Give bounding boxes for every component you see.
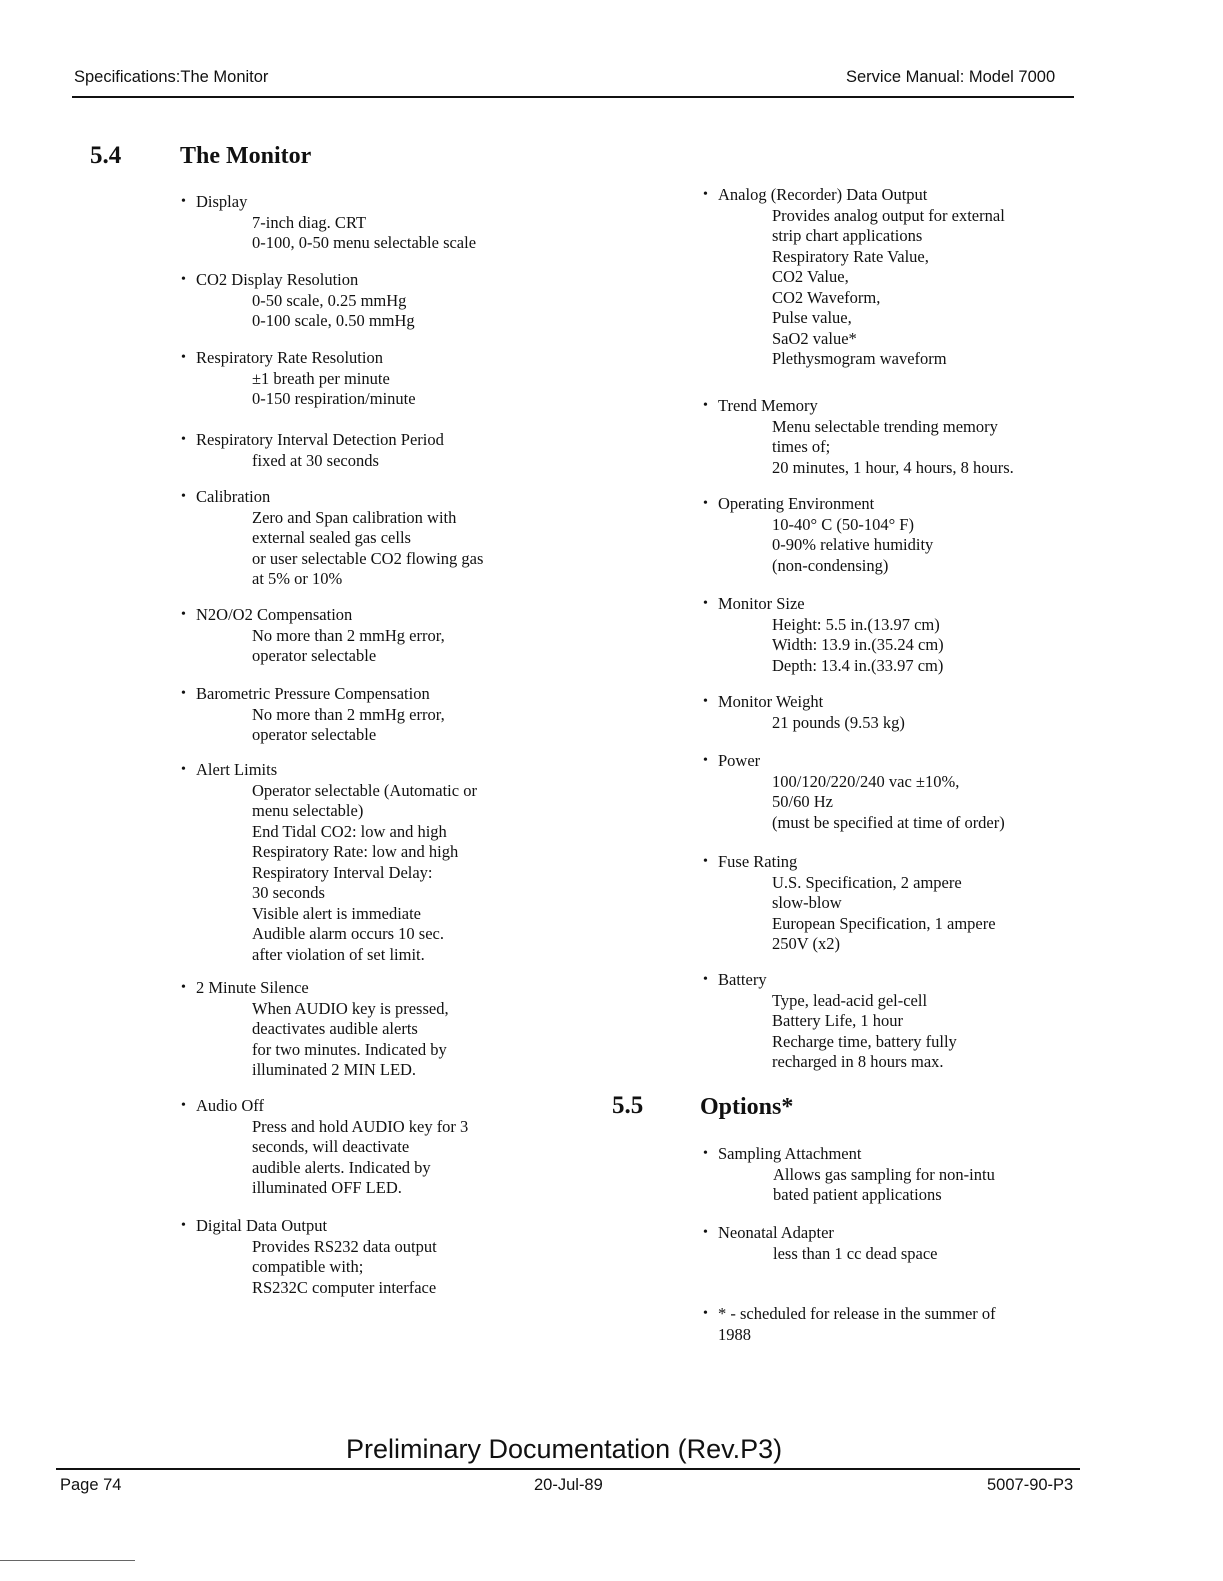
spec-detail-line: times of; (772, 437, 831, 456)
spec-detail-line: End Tidal CO2: low and high (252, 821, 447, 841)
spec-item (196, 1096, 468, 1199)
spec-detail-line: European Specification, 1 ampere (772, 913, 996, 933)
spec-detail-line: CO2 Value, (772, 267, 849, 286)
spec-detail-line: (non-condensing) (772, 555, 889, 575)
spec-details (772, 991, 957, 1073)
spec-item (718, 751, 1005, 833)
preliminary-banner: Preliminary Documentation (Rev.P3) (346, 1434, 783, 1464)
spec-detail-line: menu selectable) (252, 801, 364, 820)
spec-details (252, 291, 415, 332)
spec-detail-line: slow-blow (772, 893, 842, 912)
spec-detail-line: SaO2 value* (772, 328, 857, 348)
spec-item (718, 970, 957, 1073)
spec-details (252, 1117, 468, 1199)
spec-heading: • Sampling Attachment (718, 1144, 995, 1165)
release-note-line2: 1988 (718, 1324, 751, 1344)
spec-item (196, 760, 477, 965)
release-note-line1: • * - scheduled for release in the summer of (718, 1304, 996, 1325)
spec-details (772, 615, 944, 677)
section-5-4-title: The Monitor (180, 143, 312, 169)
spec-detail-line: deactivates audible alerts (252, 1019, 418, 1038)
spec-item (196, 430, 444, 471)
spec-heading: • Trend Memory (718, 396, 1014, 417)
spec-detail-line: strip chart applications (772, 226, 923, 245)
header-manual-title: Service Manual: Model 7000 (846, 68, 1056, 86)
spec-heading: • Operating Environment (718, 494, 933, 515)
spec-item (718, 692, 905, 733)
spec-detail-line: operator selectable (252, 646, 377, 665)
spec-detail-line: recharged in 8 hours max. (772, 1052, 944, 1071)
spec-detail-line: 100/120/220/240 vac ±10%, (772, 771, 960, 791)
spec-detail-line: 0-50 scale, 0.25 mmHg (252, 290, 407, 310)
spec-item (718, 1223, 937, 1264)
spec-item (196, 348, 416, 410)
header-section-title: Specifications:The Monitor (74, 68, 269, 86)
spec-detail-line: external sealed gas cells (252, 528, 411, 547)
spec-detail-line: seconds, will deactivate (252, 1137, 410, 1156)
spec-heading: • Fuse Rating (718, 852, 996, 873)
spec-detail-line: fixed at 30 seconds (252, 450, 379, 470)
spec-details (252, 213, 476, 254)
spec-heading: • Display (196, 192, 476, 213)
spec-detail-line: Press and hold AUDIO key for 3 (252, 1116, 469, 1136)
spec-heading: • Monitor Weight (718, 692, 905, 713)
footer-date: 20-Jul-89 (534, 1476, 603, 1494)
spec-detail-line: Allows gas sampling for non-intu (773, 1164, 995, 1184)
spec-heading: • Analog (Recorder) Data Output (718, 185, 1005, 206)
spec-detail-line: 30 seconds (252, 883, 325, 902)
spec-detail-line: Respiratory Rate Value, (772, 246, 929, 266)
spec-detail-line: Provides analog output for external (772, 205, 1005, 225)
spec-detail-line: 250V (x2) (772, 934, 840, 953)
header-rule (72, 96, 1074, 98)
spec-heading: • Digital Data Output (196, 1216, 437, 1237)
spec-detail-line: Recharge time, battery fully (772, 1031, 957, 1051)
spec-detail-line: Operator selectable (Automatic or (252, 780, 477, 800)
spec-heading: • Audio Off (196, 1096, 468, 1117)
spec-detail-line: 10-40° C (50-104° F) (772, 514, 914, 534)
spec-details (772, 417, 1014, 479)
spec-detail-line: 0-100, 0-50 menu selectable scale (252, 233, 477, 252)
spec-detail-line: less than 1 cc dead space (773, 1243, 938, 1263)
spec-detail-line: 20 minutes, 1 hour, 4 hours, 8 hours. (772, 457, 1014, 477)
spec-item (718, 1144, 995, 1206)
spec-heading: • Power (718, 751, 1005, 772)
spec-details (772, 206, 1005, 370)
spec-item (196, 270, 415, 332)
spec-details (773, 1244, 937, 1265)
spec-detail-line: bated patient applications (773, 1185, 942, 1204)
spec-details (773, 1165, 995, 1206)
spec-detail-line: Pulse value, (772, 308, 852, 327)
spec-detail-line: RS232C computer interface (252, 1277, 437, 1297)
spec-details (252, 369, 416, 410)
spec-details (772, 772, 1005, 834)
spec-detail-line: Depth: 13.4 in.(33.97 cm) (772, 655, 944, 675)
spec-details (252, 999, 449, 1081)
spec-item (718, 594, 944, 676)
spec-detail-line: Battery Life, 1 hour (772, 1011, 904, 1030)
spec-details (252, 1237, 437, 1299)
spec-detail-line: No more than 2 mmHg error, (252, 625, 445, 645)
spec-heading: • Alert Limits (196, 760, 477, 781)
spec-item (718, 494, 933, 576)
section-5-4-number: 5.4 (90, 142, 122, 169)
spec-detail-line: Height: 5.5 in.(13.97 cm) (772, 614, 940, 634)
spec-detail-line: Provides RS232 data output (252, 1236, 437, 1256)
spec-item (196, 1216, 437, 1298)
footer-rule (56, 1468, 1080, 1470)
spec-detail-line: or user selectable CO2 flowing gas (252, 548, 484, 568)
spec-detail-line: 0-150 respiration/minute (252, 389, 416, 408)
spec-heading: • N2O/O2 Compensation (196, 605, 445, 626)
section-5-5-number: 5.5 (612, 1092, 644, 1119)
spec-detail-line: compatible with; (252, 1257, 364, 1276)
spec-detail-line: after violation of set limit. (252, 944, 425, 964)
spec-heading: • Respiratory Rate Resolution (196, 348, 416, 369)
spec-item (196, 487, 483, 590)
spec-item (196, 192, 476, 254)
spec-details (772, 873, 996, 955)
spec-details (772, 515, 933, 577)
spec-heading: • Monitor Size (718, 594, 944, 615)
spec-detail-line: audible alerts. Indicated by (252, 1157, 431, 1177)
spec-detail-line: illuminated 2 MIN LED. (252, 1060, 417, 1079)
spec-details (252, 508, 483, 590)
spec-item (196, 605, 445, 667)
scan-artifact-line (0, 1560, 135, 1561)
spec-heading: • CO2 Display Resolution (196, 270, 415, 291)
spec-heading: • Neonatal Adapter (718, 1223, 937, 1244)
spec-detail-line: Menu selectable trending memory (772, 416, 998, 436)
spec-detail-line: Respiratory Rate: low and high (252, 842, 459, 861)
spec-detail-line: Visible alert is immediate (252, 903, 422, 923)
spec-detail-line: Type, lead-acid gel-cell (772, 990, 928, 1010)
spec-detail-line: 21 pounds (9.53 kg) (772, 712, 905, 732)
spec-detail-line: 0-90% relative humidity (772, 535, 934, 554)
spec-details (252, 626, 445, 667)
spec-detail-line: When AUDIO key is pressed, (252, 998, 449, 1018)
spec-heading: • Battery (718, 970, 957, 991)
spec-detail-line: 7-inch diag. CRT (252, 212, 367, 232)
spec-heading: • Calibration (196, 487, 483, 508)
spec-details (772, 713, 905, 734)
spec-detail-line: Respiratory Interval Delay: (252, 862, 433, 882)
spec-detail-line: 0-100 scale, 0.50 mmHg (252, 311, 415, 330)
spec-details (252, 451, 444, 472)
spec-item (718, 185, 1005, 370)
spec-detail-line: Width: 13.9 in.(35.24 cm) (772, 635, 944, 654)
spec-detail-line: U.S. Specification, 2 ampere (772, 872, 962, 892)
spec-details (252, 705, 445, 746)
spec-heading: • Barometric Pressure Compensation (196, 684, 445, 705)
spec-detail-line: Audible alarm occurs 10 sec. (252, 924, 444, 943)
spec-detail-line: (must be specified at time of order) (772, 812, 1005, 832)
spec-detail-line: No more than 2 mmHg error, (252, 704, 445, 724)
spec-detail-line: at 5% or 10% (252, 569, 343, 588)
spec-detail-line: CO2 Waveform, (772, 287, 881, 307)
release-note (718, 1304, 996, 1345)
spec-item (196, 684, 445, 746)
spec-detail-line: Plethysmogram waveform (772, 349, 947, 368)
spec-heading: • 2 Minute Silence (196, 978, 449, 999)
spec-detail-line: 50/60 Hz (772, 792, 833, 811)
spec-item (718, 396, 1014, 478)
spec-item (196, 978, 449, 1081)
section-5-5-title: Options* (700, 1094, 794, 1120)
spec-detail-line: ±1 breath per minute (252, 368, 390, 388)
spec-detail-line: operator selectable (252, 725, 377, 744)
spec-details (252, 781, 477, 966)
page-number: Page 74 (60, 1476, 122, 1494)
spec-detail-line: Zero and Span calibration with (252, 507, 457, 527)
spec-heading: • Respiratory Interval Detection Period (196, 430, 444, 451)
document-number: 5007-90-P3 (987, 1476, 1074, 1494)
spec-detail-line: for two minutes. Indicated by (252, 1039, 447, 1059)
spec-item (718, 852, 996, 955)
spec-detail-line: illuminated OFF LED. (252, 1178, 402, 1197)
